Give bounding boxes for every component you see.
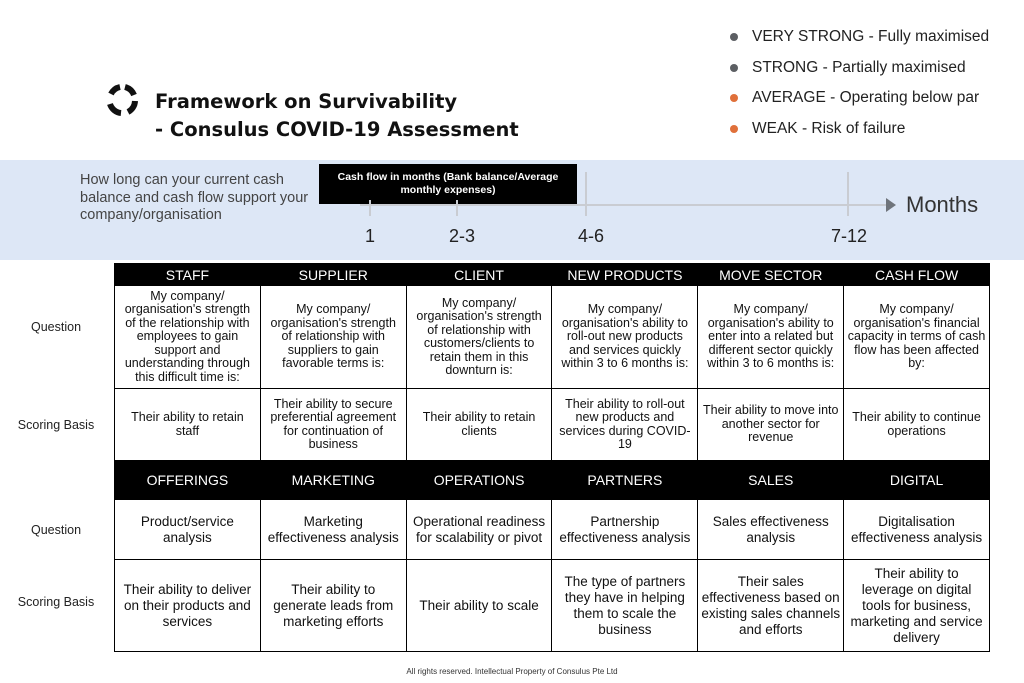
scoring-cell: Their ability to roll-out new products and services during COVID-19: [552, 389, 698, 461]
table-header-row: [115, 461, 990, 500]
header-marketing: MARKETING: [260, 461, 406, 500]
scoring-cell: The type of partners they have in helping them to scale the business: [552, 560, 698, 652]
scoring-cell: Their ability to retain staff: [115, 389, 261, 461]
legend-label: AVERAGE - Operating below par: [752, 89, 980, 107]
footer-copyright: All rights reserved. Intellectual Property of Consulus Pte Ltd: [406, 667, 618, 676]
question-cell: Operational readiness for scalability or pivot: [406, 500, 552, 560]
legend-dot-icon: [730, 33, 738, 41]
question-cell: My company/ organisation's strength of relationship with customers/clients to retain them in this downturn is:: [406, 286, 552, 389]
tick-label-1: 1: [364, 226, 375, 246]
legend-dot-icon: [730, 64, 738, 72]
row-label-question: Question: [30, 523, 82, 537]
consulus-logo-icon: [104, 82, 140, 118]
scoring-cell: Their ability to deliver on their products and services: [115, 560, 261, 652]
assessment-table: [114, 263, 990, 652]
title-line-2: - Consulus COVID-19 Assessment: [155, 118, 519, 141]
question-cell: My company/ organisation's financial capacity in terms of cash flow has been affected by:: [844, 286, 990, 389]
legend-item-weak: [730, 114, 989, 145]
scoring-cell: Their ability to generate leads from marketing efforts: [260, 560, 406, 652]
header-new-products: NEW PRODUCTS: [552, 264, 698, 286]
legend-dot-icon: [730, 94, 738, 102]
table-row-question: [115, 286, 990, 389]
legend-label: VERY STRONG - Fully maximised: [752, 28, 990, 46]
header-sales: SALES: [698, 461, 844, 500]
legend-dot-icon: [730, 125, 738, 133]
axis-tick: [369, 200, 371, 216]
scoring-cell: Their ability to leverage on digital tools for business, marketing and service delivery: [844, 560, 990, 652]
page-title: [155, 88, 519, 144]
table-row-scoring: [115, 389, 990, 461]
legend-label: STRONG - Partially maximised: [752, 58, 966, 76]
header-offerings: OFFERINGS: [115, 461, 261, 500]
scoring-cell: Their ability to continue operations: [844, 389, 990, 461]
header-partners: PARTNERS: [552, 461, 698, 500]
question-cell: My company/ organisation's ability to roll-out new products and services quickly within 3 to 6 months is:: [552, 286, 698, 389]
tick-label-7-12: 7-12: [830, 226, 868, 246]
months-axis-line: [360, 204, 888, 206]
question-cell: Sales effectiveness analysis: [698, 500, 844, 560]
axis-arrow-icon: [886, 198, 896, 212]
header-operations: OPERATIONS: [406, 461, 552, 500]
header-move-sector: MOVE SECTOR: [698, 264, 844, 286]
legend-item-very-strong: [730, 22, 989, 53]
question-cell: Digitalisation effectiveness analysis: [844, 500, 990, 560]
question-cell: My company/ organisation's strength of the relationship with employees to gain support and understanding through this difficult time is:: [115, 286, 261, 389]
header-supplier: SUPPLIER: [260, 264, 406, 286]
question-cell: Marketing effectiveness analysis: [260, 500, 406, 560]
scoring-cell: Their ability to scale: [406, 560, 552, 652]
cashflow-box-label: Cash flow in months (Bank balance/Average monthly expenses): [319, 164, 577, 204]
header-digital: DIGITAL: [844, 461, 990, 500]
table-header-row: [115, 264, 990, 286]
scoring-cell: Their ability to secure preferential agreement for continuation of business: [260, 389, 406, 461]
question-cell: My company/ organisation's strength of relationship with suppliers to gain favorable terms is:: [260, 286, 406, 389]
scoring-cell: Their ability to move into another sector for revenue: [698, 389, 844, 461]
tick-label-4-6: 4-6: [577, 226, 604, 246]
scoring-cell: Their sales effectiveness based on existing sales channels and efforts: [698, 560, 844, 652]
months-axis-label: Months: [906, 192, 979, 217]
table-row-question: [115, 500, 990, 560]
axis-tick: [847, 172, 849, 216]
tick-label-2-3: 2-3: [448, 226, 475, 246]
question-cell: Product/service analysis: [115, 500, 261, 560]
rating-legend: [730, 22, 989, 144]
axis-tick: [585, 172, 587, 216]
legend-item-average: [730, 83, 989, 114]
title-line-1: Framework on Survivability: [155, 90, 458, 113]
legend-item-strong: [730, 53, 989, 84]
axis-tick: [456, 200, 458, 216]
row-label-scoring: Scoring Basis: [17, 595, 95, 609]
legend-label: WEAK - Risk of failure: [752, 119, 906, 137]
scoring-cell: Their ability to retain clients: [406, 389, 552, 461]
cashflow-question: How long can your current cash balance and cash flow support your company/organisation: [80, 172, 309, 223]
table-row-scoring: [115, 560, 990, 652]
question-cell: Partnership effectiveness analysis: [552, 500, 698, 560]
header-cash-flow: CASH FLOW: [844, 264, 990, 286]
question-cell: My company/ organisation's ability to enter into a related but different sector quickly within 3 to 6 months is:: [698, 286, 844, 389]
header-client: CLIENT: [406, 264, 552, 286]
row-label-question: Question: [30, 320, 82, 334]
header-staff: STAFF: [115, 264, 261, 286]
row-label-scoring: Scoring Basis: [17, 418, 95, 432]
